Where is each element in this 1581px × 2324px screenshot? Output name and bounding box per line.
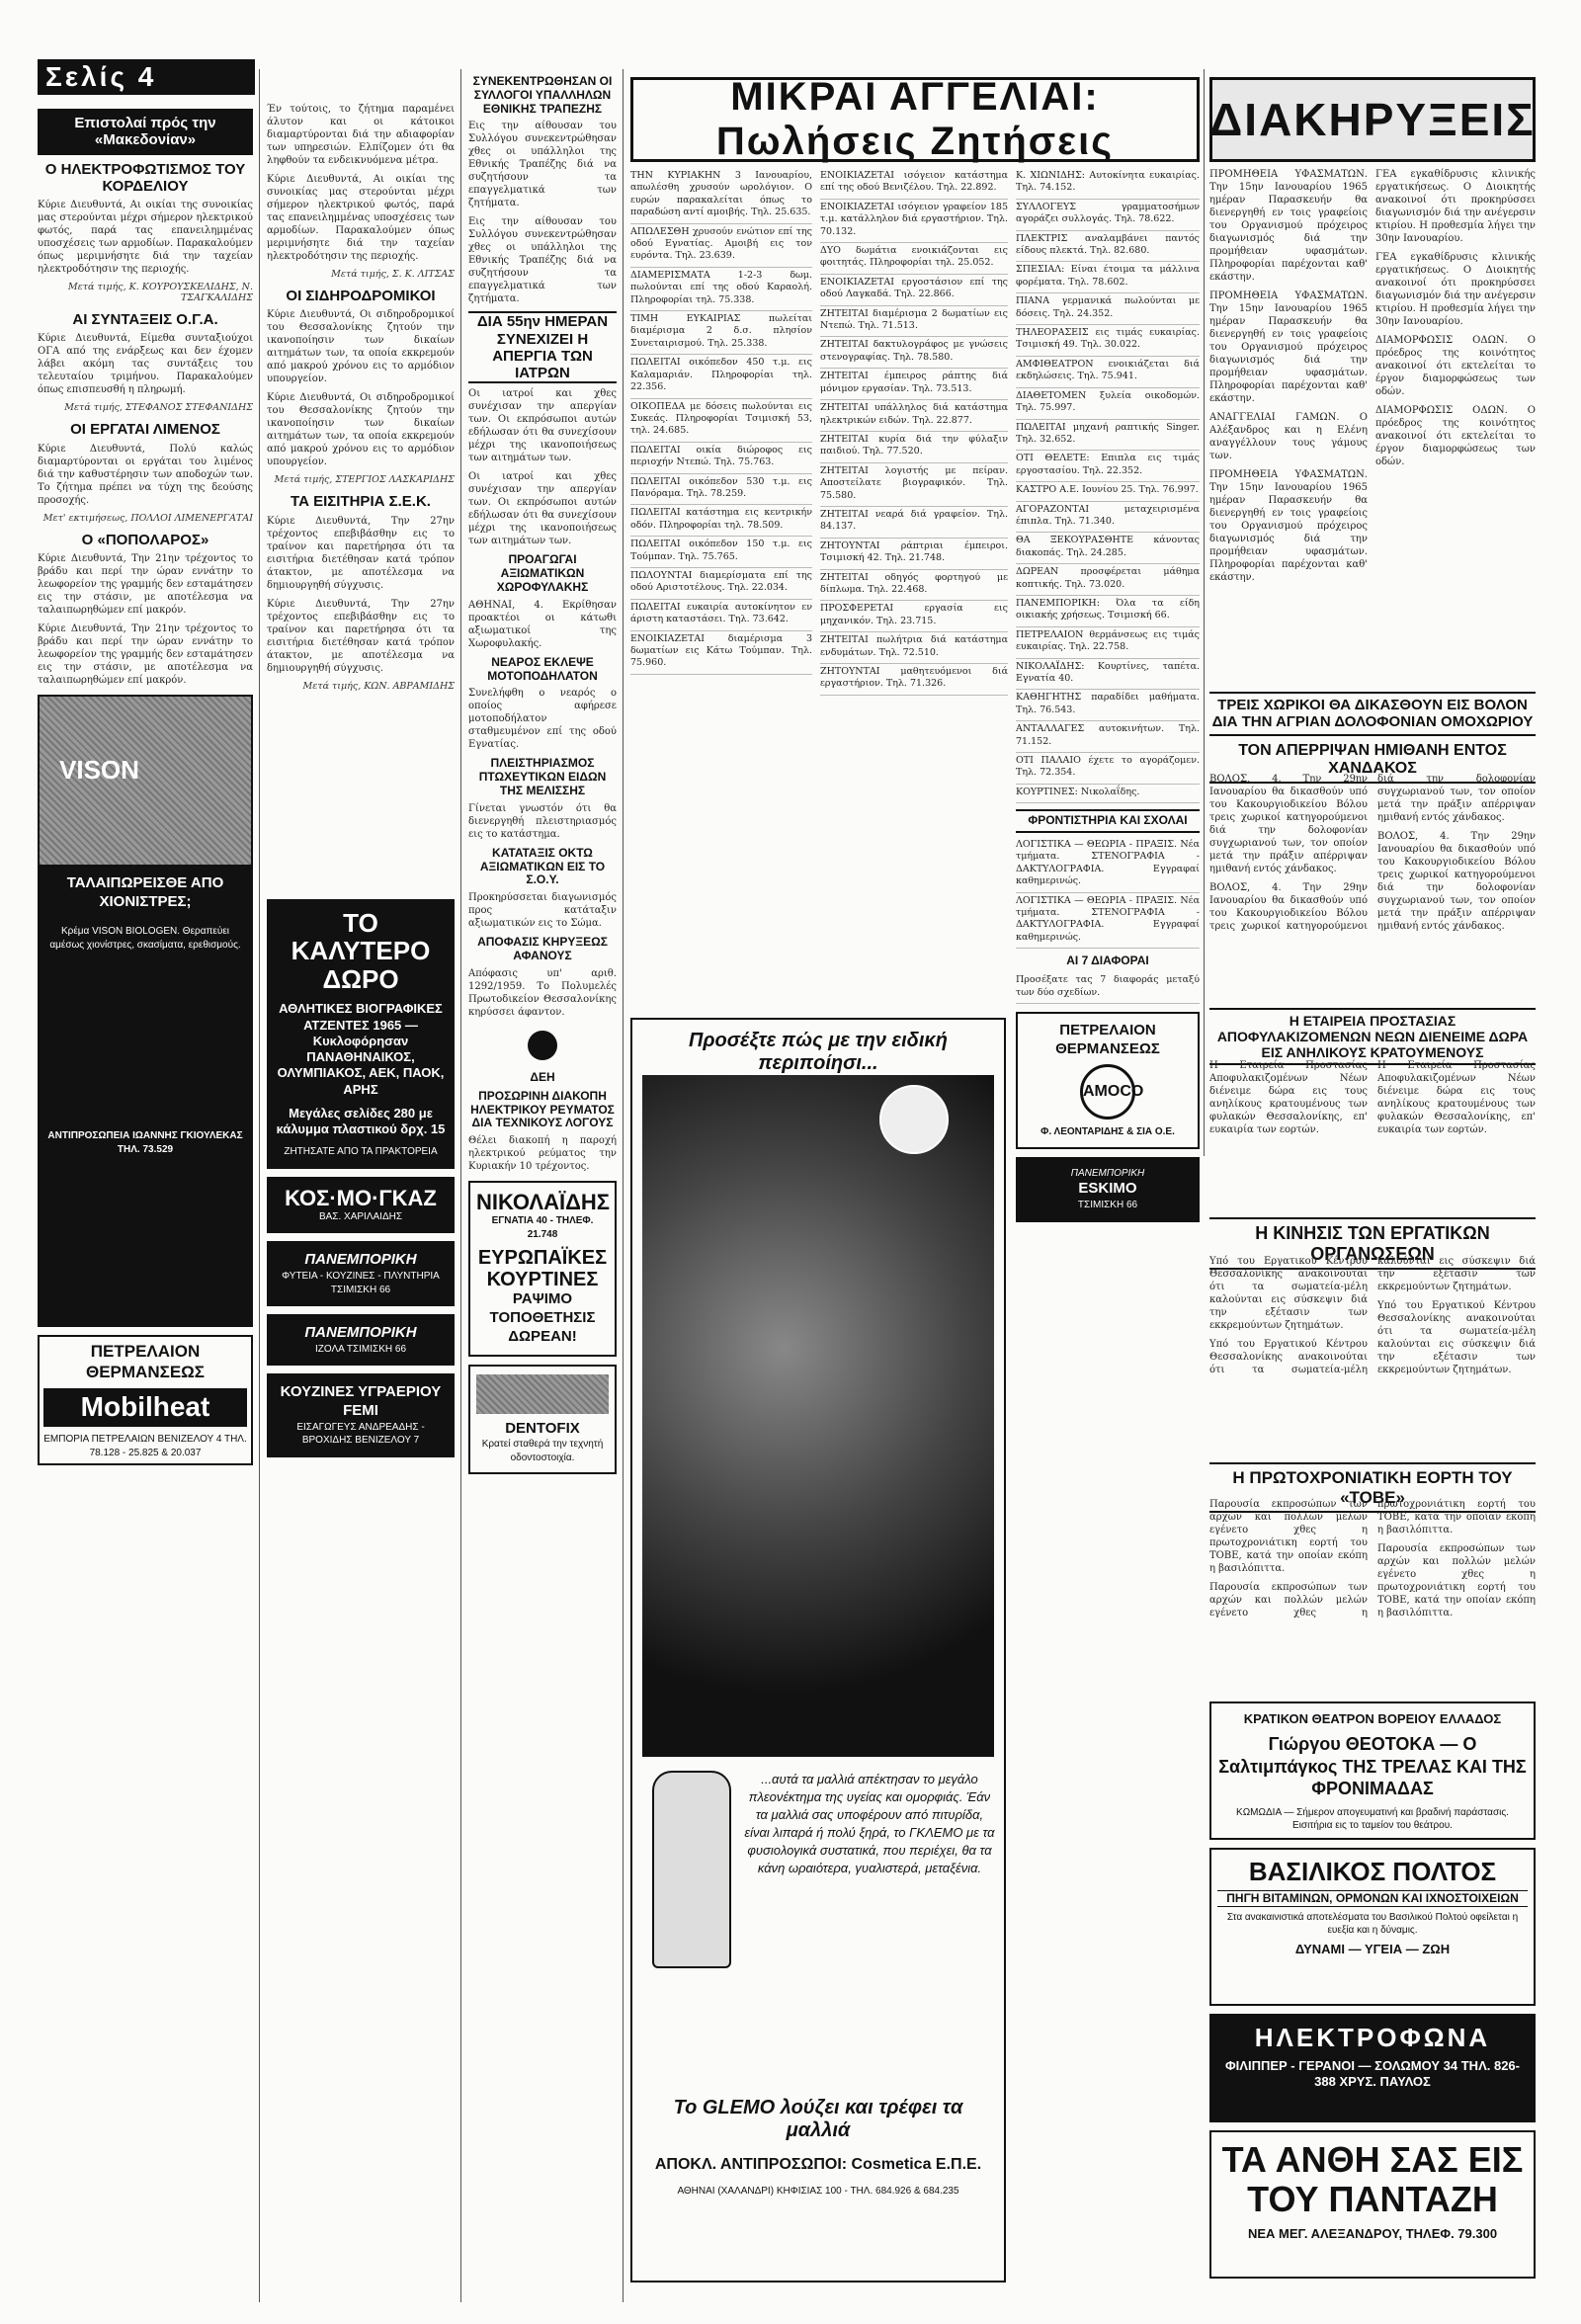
classified-ad: ΚΑΣΤΡΟ Α.Ε. Ιουνίου 25. Τηλ. 76.997.: [1016, 482, 1200, 501]
letters-column-1: [38, 103, 253, 2312]
news-body: ΑΘΗΝΑΙ, 4. Εκρίθησαν προακτέοι οι κάτωθι αξιωματικοί της Χωροφυλακής.: [468, 599, 617, 649]
news-body: Οι ιατροί και χθες συνέχισαν την απεργίαν των. Οι εκπρόσωποι αυτών εδήλωσαν ότι θα συνεχίσουν μέχρι της ικανοποιήσεως των αιτημάτων των.: [468, 388, 617, 464]
panemporiki-title: ΠΑΝΕΜΠΟΡΙΚΗ: [304, 1324, 417, 1342]
story-text-continued: ΒΟΛΟΣ, 4. Την 29ην Ιανουαρίου θα δικασθούν υπό του Κακουργιοδικείου Βόλου τρεις χωρικοί κατηγορούμενοι διά την δολοφονίαν συγχωριανού των, τον οποίον μετά την πράξιν απέρριψαν ημιθανή εντός χάνδακος.: [1377, 831, 1536, 932]
announcement-text-continued: ΠΡΟΜΗΘΕΙΑ ΥΦΑΣΜΑΤΩΝ. Την 15ην Ιανουαρίου 1965 ημέραν Παρασκευήν θα διενεργηθή εν τοις γραφείοις του Οργανισμού πρόχειρος διαγωνισμός διά την προμήθειαν υφασμάτων. Πληροφορίαι παρέχονται καθ' εκάστην.: [1209, 290, 1368, 404]
classified-ad: ΟΤΙ ΠΑΛΑΙΟ έχετε το αγοράζομεν. Τηλ. 72.354.: [1016, 753, 1200, 785]
classified-ad: ΠΛΕΚΤΡΙΣ αναλαμβάνει παντός είδους πλεκτά. Τηλ. 82.680.: [1016, 231, 1200, 263]
column-rule: [1204, 69, 1205, 1156]
news-headline: ΠΡΟΑΓΩΓΑΙ ΑΞΙΩΜΑΤΙΚΩΝ ΧΩΡΟΦΥΛΑΚΗΣ: [496, 552, 589, 594]
vison-brand: VISON: [59, 754, 139, 785]
denture-image: [476, 1374, 609, 1414]
theatre-play-title: Γιώργου ΘΕΟΤΟΚΑ — Ο Σαλτιμπάγκος ΤΗΣ ΤΡΕΛΑΣ ΚΑΙ ΤΗΣ ΦΡΟΝΙΜΑΔΑΣ: [1218, 1734, 1527, 1799]
story-subheadline: ΤΟΝ ΑΠΕΡΡΙΨΑΝ ΗΜΙΘΑΝΗ ΕΝΤΟΣ ΧΑΝΔΑΚΟΣ: [1209, 739, 1536, 784]
classified-ad: ΔΩΡΕΑΝ προσφέρεται μάθημα κοπτικής. Τηλ. 73.020.: [1016, 564, 1200, 596]
record-players-title: ΗΛΕΚΤΡΟΦΩΝΑ: [1254, 2023, 1491, 2052]
mobilheat-brand: Mobilheat: [43, 1388, 247, 1427]
royal-jelly-title: ΒΑΣΙΛΙΚΟΣ ΠΟΛΤΟΣ: [1248, 1857, 1497, 1886]
column-rule: [623, 69, 624, 2302]
mobilheat-top: ΠΕΤΡΕΛΑΙΟΝ ΘΕΡΜΑΝΣΕΩΣ: [86, 1341, 205, 1381]
classified-ad: ΝΙΚΟΛΑΪΔΗΣ: Κουρτίνες, ταπέτα. Εγνατία 40.: [1016, 659, 1200, 691]
article-body-continued: Κύριε Διευθυντά, Την 27ην τρέχοντος επεβιβάσθην εις το τραίνον και παρετήρησα ότι τα εισιτήρια διετέθησαν κατά τρόπον άτακτον, με αποτέλεσμα να δημιουργηθή σύγχυσις.: [267, 598, 455, 674]
glemo-distributor: ΑΠΟΚΛ. ΑΝΤΙΠΡΟΣΩΠΟΙ: Cosmetica Ε.Π.Ε.: [654, 2156, 982, 2173]
news-body: Γίνεται γνωστόν ότι θα διενεργηθή πλειστηριασμός εις το κατάστημα.: [468, 802, 617, 840]
state-theatre-ad: [1209, 1702, 1536, 1840]
column-rule: [259, 69, 260, 2302]
story-headline: Η ΠΡΩΤΟΧΡΟΝΙΑΤΙΚΗ ΕΟΡΤΗ ΤΟΥ «ΤΟΒΕ»: [1209, 1462, 1536, 1513]
story-headline: Η ΕΤΑΙΡΕΙΑ ΠΡΟΣΤΑΣΙΑΣ ΑΠΟΦΥΛΑΚΙΖΟΜΕΝΩΝ ΝΕΩΝ ΔΙΕΝΕΙΜΕ ΔΩΡΑ ΕΙΣ ΑΝΗΛΙΚΟΥΣ ΚΡΑΤΟΥΜΕΝΟΥΣ: [1209, 1008, 1536, 1065]
royal-jelly-slogan: ΔΥΝΑΜΙ — ΥΓΕΙΑ — ΖΩΗ: [1294, 1941, 1451, 1956]
news-headline: ΔΙΑ 55ην ΗΜΕΡΑΝ ΣΥΝΕΧΙΖΕΙ Η ΑΠΕΡΓΙΑ ΤΩΝ ΙΑΤΡΩΝ: [468, 311, 617, 383]
news-column: [468, 69, 617, 2312]
classified-ad: ΖΗΤΕΙΤΑΙ πωλήτρια διά κατάστημα ενδυμάτων. Τηλ. 72.510.: [820, 632, 1008, 664]
panemporiki-text: ΙΖΟΛΑ ΤΣΙΜΙΣΚΗ 66: [314, 1343, 407, 1355]
classified-column-left: [630, 168, 812, 1008]
article-signature: Μετά τιμής, ΣΤΕΡΓΙΟΣ ΛΑΣΚΑΡΙΔΗΣ: [274, 474, 455, 486]
theatre-name: ΚΡΑΤΙΚΟΝ ΘΕΑΤΡΟΝ ΒΟΡΕΙΟΥ ΕΛΛΑΔΟΣ: [1243, 1711, 1502, 1726]
story-text-continued: Η Εταιρεία Προστασίας Αποφυλακιζομένων Νέων διένειμε δώρα εις τους ανηλίκους κρατουμένους των φυλακών Θεσσαλονίκης, επ' ευκαιρία των εορτών.: [1377, 1060, 1536, 1135]
article-title: ΑΙ ΣΥΝΤΑΞΕΙΣ Ο.Γ.Α.: [72, 311, 218, 328]
classified-ad: ΖΗΤΕΙΤΑΙ υπάλληλος διά κατάστημα ηλεκτρικών ειδών. Τηλ. 22.877.: [820, 400, 1008, 432]
classified-ad: ΕΝΟΙΚΙΑΖΕΤΑΙ ισόγειον κατάστημα επί της οδού Βενιζέλου. Τηλ. 22.892.: [820, 168, 1008, 200]
sports-agenda-title: ΤΟ ΚΑΛΥΤΕΡΟ ΔΩΡΟ: [291, 907, 431, 994]
news-body: Εις την αίθουσαν του Συλλόγου συνεκεντρώθησαν χθες οι υπάλληλοι της Εθνικής Τραπέζης διά να συζητήσουν τα επαγγελματικά των ζητήματα.: [468, 121, 617, 209]
classified-ad: ΠΩΛΕΙΤΑΙ οικία διώροφος εις περιοχήν Ντεπώ. Τηλ. 75.763.: [630, 443, 812, 474]
news-headline: ΣΥΝΕΚΕΝΤΡΩΘΗΣΑΝ ΟΙ ΣΥΛΛΟΓΟΙ ΥΠΑΛΛΗΛΩΝ ΕΘΝΙΚΗΣ ΤΡΑΠΕΖΗΣ: [472, 74, 613, 116]
kosmogaz-brand: ΚΟΣ·ΜΟ·ΓΚΑΖ: [285, 1185, 437, 1210]
vison-dealer: ΑΝΤΙΠΡΟΣΩΠΕΙΑ ΙΩΑΝΝΗΣ ΓΚΙΟΥΛΕΚΑΣ ΤΗΛ. 73.529: [47, 1130, 243, 1155]
classified-ad: ΠΩΛΕΙΤΑΙ κατάστημα εις κεντρικήν οδόν. Πληροφορίαι τηλ. 78.509.: [630, 505, 812, 537]
kosmogaz-text: ΒΑΣ. ΧΑΡΙΛΑΙΔΗΣ: [318, 1210, 403, 1222]
glemo-ad: [630, 1018, 1006, 2282]
article-body: Κύριε Διευθυντά, Είμεθα συνταξιούχοι ΟΓΑ από της ενάρξεως και δεν έχομεν λάβει ακόμη τας συντάξεις του τελευταίου τριμήνου. Παρακαλούμεν όπως επισπευσθή η πληρωμή.: [38, 333, 253, 396]
classified-ad: ΠΙΑΝΑ γερμανικά πωλούνται με δόσεις. Τηλ. 24.352.: [1016, 293, 1200, 325]
classified-ad: ΤΗΛΕΟΡΑΣΕΙΣ εις τιμάς ευκαιρίας. Τσιμισκή 49. Τηλ. 30.022.: [1016, 325, 1200, 357]
news-headline: ΚΑΤΑΤΑΞΙΣ ΟΚΤΩ ΑΞΙΩΜΑΤΙΚΩΝ ΕΙΣ ΤΟ Σ.Ο.Υ.: [479, 845, 606, 887]
deh-logo: [468, 1025, 617, 1084]
article-body: Κύριε Διευθυντά, Την 27ην τρέχοντος επεβιβάσθην εις το τραίνον και παρετήρησα ότι τα εισιτήρια διετέθησαν κατά τρόπον άτακτον, με αποτέλεσμα να δημιουργηθή σύγχυσις.: [267, 515, 455, 591]
classified-ad: ΖΗΤΕΙΤΑΙ έμπειρος ράπτης διά μόνιμον εργασίαν. Τηλ. 73.513.: [820, 369, 1008, 400]
sports-agenda-text: ΑΘΛΗΤΙΚΕΣ ΒΙΟΓΡΑΦΙΚΕΣ ΑΤΖΕΝΤΕΣ 1965 — Κυκλοφόρησαν ΠΑΝΑΘΗΝΑΙΚΟΣ, ΟΛΥΜΠΙΑΚΟΣ, ΑΕΚ, ΠΑΟΚ, ΑΡΗΣ: [277, 1001, 445, 1097]
eskimo-address: ΤΣΙΜΙΣΚΗ 66: [1077, 1200, 1138, 1211]
classified-ad: ΚΑΘΗΓΗΤΗΣ παραδίδει μαθήματα. Τηλ. 76.543.: [1016, 690, 1200, 721]
classified-column-right: [1016, 168, 1200, 2312]
news-headline: ΠΛΕΙΣΤΗΡΙΑΣΜΟΣ ΠΤΩΧΕΥΤΙΚΩΝ ΕΙΔΩΝ ΤΗΣ ΜΕΛΙΣΣΗΣ: [478, 756, 607, 797]
royal-jelly-text: Στα ανακαινιστικά αποτελέσματα του Βασιλικού Πολτού οφείλεται η ευεξία και η δύναμις.: [1226, 1911, 1519, 1937]
article-signature: Μετά τιμής, ΚΩΝ. ΑΒΡΑΜΙΔΗΣ: [302, 680, 455, 692]
article-title: ΟΙ ΕΡΓΑΤΑΙ ΛΙΜΕΝΟΣ: [70, 421, 220, 439]
amoco-logo: AMOCO: [1080, 1064, 1135, 1120]
sports-agenda-price: Μεγάλες σελίδες 280 με κάλυμμα πλαστικού δρχ. 15: [276, 1105, 446, 1137]
classified-ad: ΠΩΛΕΙΤΑΙ οικόπεδον 530 τ.μ. εις Πανόραμα. Τηλ. 78.259.: [630, 474, 812, 506]
tutoring-ad: ΛΟΓΙΣΤΙΚΑ — ΘΕΩΡΙΑ - ΠΡΑΞΙΣ. Νέα τμήματα. ΣΤΕΝΟΓΡΑΦΙΑ - ΔΑΚΤΥΛΟΓΡΑΦΙΑ. Εγγραφαί καθημερινώς.: [1016, 893, 1200, 950]
amoco-ad: [1016, 1012, 1200, 1149]
woman-hair-photo: [642, 1075, 994, 1757]
vison-ad: [38, 695, 253, 1327]
classified-ad: ΟΤΙ ΘΕΛΕΤΕ: Επιπλα εις τιμάς εργοστασίου. Τηλ. 22.352.: [1016, 451, 1200, 482]
classified-ad: ΑΜΦΙΘΕΑΤΡΟΝ ενοικιάζεται διά εκδηλώσεις. Τηλ. 75.941.: [1016, 357, 1200, 388]
classified-ad: ΑΠΩΛΕΣΘΗ χρυσούν ενώτιον επί της οδού Εγνατίας. Αμοιβή εις τον ευρόντα. Τηλ. 23.639.: [630, 224, 812, 268]
story-body: [1209, 773, 1536, 1000]
article-body-continued: Κύριε Διευθυντά, Την 21ην τρέχοντος το βράδυ και περί την ώραν εννάτην το λεωφορείον της γραμμής δεν εσταμάτησεν εις την στάσιν, με αποτέλεσμα να ταλαιπωρηθώμεν επί μακρόν.: [38, 622, 253, 686]
article-body-continued: Κύριε Διευθυντά, Αι οικίαι της συνοικίας μας στερούνται μέχρι σήμερον ηλεκτρικού φωτός, παρά τας επανειλημμένας υποσχέσεις των αρμοδίων. Παρακαλούμεν όπως μεριμνήσητε διά την ταχείαν ηλεκτροδότησιν της περιοχής.: [267, 174, 455, 262]
news-headline: ΠΡΟΣΩΡΙΝΗ ΔΙΑΚΟΠΗ ΗΛΕΚΤΡΙΚΟΥ ΡΕΥΜΑΤΟΣ ΔΙΑ ΤΕΧΝΙΚΟΥΣ ΛΟΓΟΥΣ: [470, 1088, 615, 1130]
glemo-slogan: Το GLEMO λούζει και τρέφει τα μαλλιά: [673, 2097, 963, 2141]
classified-ads-banner: ΜΙΚΡΑΙ ΑΓΓΕΛΙΑΙ: Πωλήσεις Ζητήσεις: [630, 77, 1200, 162]
amoco-dealer: Φ. ΛΕΟΝΤΑΡΙΔΗΣ & ΣΙΑ Ο.Ε.: [1040, 1126, 1175, 1138]
article-title: Ο ΗΛΕΚΤΡΟΦΩΤΙΣΜΟΣ ΤΟΥ ΚΟΡΔΕΛΙΟΥ: [44, 160, 246, 195]
tutoring-section-title: ΦΡΟΝΤΙΣΤΗΡΙΑ ΚΑΙ ΣΧΟΛΑΙ: [1016, 809, 1200, 833]
article-title: ΤΑ ΕΙΣΙΤΗΡΙΑ Σ.Ε.Κ.: [291, 493, 431, 511]
classified-ad: ΣΠΕΣΙΑΛ: Είναι έτοιμα τα μάλλινα φορέματα. Τηλ. 78.602.: [1016, 262, 1200, 293]
news-body-continued: Εις την αίθουσαν του Συλλόγου συνεκεντρώθησαν χθες οι υπάλληλοι της Εθνικής Τραπέζης διά να συζητήσουν τα επαγγελματικά των ζητήματα.: [468, 216, 617, 305]
classified-ad: Κ. ΧΙΩΝΙΔΗΣ: Αυτοκίνητα ευκαιρίας. Τηλ. 74.152.: [1016, 168, 1200, 200]
classified-ad: ΠΕΤΡΕΛΑΙΟΝ θερμάνσεως εις τιμάς ευκαιρίας. Τηλ. 22.758.: [1016, 627, 1200, 659]
announcements-column-right: [1375, 168, 1536, 682]
classified-ad: ΠΑΝΕΜΠΟΡΙΚΗ: Όλα τα είδη οικιακής χρήσεως. Τσιμισκή 66.: [1016, 596, 1200, 627]
classified-ad: ΖΗΤΕΙΤΑΙ λογιστής με πείραν. Αποστείλατε βιογραφικόν. Τηλ. 75.580.: [820, 463, 1008, 507]
classified-ad: ΕΝΟΙΚΙΑΖΕΤΑΙ διαμέρισμα 3 δωματίων εις Κάτω Τούμπαν. Τηλ. 75.960.: [630, 631, 812, 675]
record-players-text: ΦΙΛΙΠΠΕΡ - ΓΕΡΑΝΟΙ — ΣΟΛΩΜΟΥ 34 ΤΗΛ. 826-388 ΧΡΥΣ. ΠΑΥΛΟΣ: [1225, 2057, 1520, 2089]
glemo-address: ΑΘΗΝΑΙ (ΧΑΛΑΝΔΡΙ) ΚΗΦΙΣΙΑΣ 100 - ΤΗΛ. 684.926 & 684.235: [677, 2186, 959, 2197]
classified-ad: ΖΗΤΕΙΤΑΙ νεαρά διά γραφείον. Τηλ. 84.137.: [820, 507, 1008, 539]
eskimo-ad: [1016, 1157, 1200, 1222]
classified-ad: ΖΗΤΕΙΤΑΙ οδηγός φορτηγού με δίπλωμα. Τηλ. 22.468.: [820, 570, 1008, 602]
story-text-continued: Υπό του Εργατικού Κέντρου Θεσσαλονίκης ανακοινούται ότι τα σωματεία-μέλη καλούνται εις σύσκεψιν διά την εξέτασιν των εκκρεμούντων ζητημάτων.: [1377, 1300, 1536, 1375]
classified-ad: ΚΟΥΡΤΙΝΕΣ: Νικολαΐδης.: [1016, 785, 1200, 803]
classified-ad: ΔΙΑΜΕΡΙΣΜΑΤΑ 1-2-3 δωμ. πωλούνται επί της οδού Καραολή. Πληροφορίαι τηλ. 75.338.: [630, 268, 812, 311]
panemporiki-title: ΠΑΝΕΜΠΟΡΙΚΗ: [304, 1251, 417, 1269]
article-signature: Μετά τιμής, Σ. Κ. ΛΙΤΣΑΣ: [331, 269, 455, 280]
story-headline: Η ΚΙΝΗΣΙΣ ΤΩΝ ΕΡΓΑΤΙΚΩΝ ΟΡΓΑΝΩΣΕΩΝ: [1209, 1217, 1536, 1270]
story-body: [1209, 1059, 1536, 1207]
pantazis-flowers-ad: [1209, 2130, 1536, 2279]
article-body: Κύριε Διευθυντά, Αι οικίαι της συνοικίας μας στερούνται μέχρι σήμερον ηλεκτρικού φωτός, παρά τας επανειλημμένας υποσχέσεις των αρμοδίων. Παρακαλούμεν όπως μεριμνήσητε διά την ταχείαν ηλεκτροδότησιν της περιοχής.: [38, 200, 253, 275]
flowers-address: ΝΕΑ ΜΕΓ. ΑΛΕΞΑΝΔΡΟΥ, ΤΗΛΕΦ. 79.300: [1247, 2226, 1498, 2242]
story-text: ΒΟΛΟΣ, 4. Την 29ην Ιανουαρίου θα δικασθούν υπό του Κακουργιοδικείου Βόλου τρεις χωρικοί κατηγορούμενοι διά την δολοφονίαν συγχωριανού των, τον οποίον μετά την πράξιν απέρριψαν ημιθανή εντός χάνδακος.: [1209, 774, 1368, 874]
news-body: Απόφασις υπ' αριθ. 1292/1959. Το Πολυμελές Πρωτοδικείον Θεσσαλονίκης κηρύσσει άφαντον.: [468, 967, 617, 1018]
classified-ad: ΖΗΤΕΙΤΑΙ δακτυλογράφος με γνώσεις στενογραφίας. Τηλ. 78.580.: [820, 337, 1008, 369]
story-text: Υπό του Εργατικού Κέντρου Θεσσαλονίκης ανακοινούται ότι τα σωματεία-μέλη καλούνται εις σύσκεψιν διά την εξέτασιν των εκκρεμούντων ζητημάτων.: [1209, 1256, 1368, 1331]
story-text-continued: Υπό του Εργατικού Κέντρου Θεσσαλονίκης ανακοινούται ότι τα σωματεία-μέλη καλούνται εις σύσκεψιν διά την εξέτασιν των εκκρεμούντων ζητημάτων.: [1209, 1256, 1536, 1375]
deh-logo-text: ΔΕΗ: [530, 1069, 555, 1084]
theatre-text: ΚΩΜΩΔΙΑ — Σήμερον απογευματινή και βραδινή παράστασις. Εισιτήρια εις το ταμείον του θεάτρου.: [1236, 1806, 1509, 1832]
classified-ad: ΑΓΟΡΑΖΟΝΤΑΙ μεταχειρισμένα έπιπλα. Τηλ. 71.340.: [1016, 502, 1200, 534]
story-text: Η Εταιρεία Προστασίας Αποφυλακιζομένων Νέων διένειμε δώρα εις τους ανηλίκους κρατουμένους των φυλακών Θεσσαλονίκης, επ' ευκαιρία των εορτών.: [1209, 1060, 1368, 1135]
classified-ad: ΟΙΚΟΠΕΔΑ με δόσεις πωλούνται εις Συκεάς. Πληροφορίαι Τσιμισκή 53, τηλ. 24.685.: [630, 399, 812, 443]
story-text-continued: Παρουσία εκπροσώπων των αρχών και πολλών μελών εγένετο χθες η πρωτοχρονιάτικη εορτή του ΤΟΒΕ, κατά την οποίαν εκόπη η βασιλόπιττα.: [1377, 1543, 1536, 1618]
nikolaidis-address: ΕΓΝΑΤΙΑ 40 - ΤΗΛΕΦ. 21.748: [491, 1215, 594, 1240]
kosmogaz-ad: [267, 1177, 455, 1234]
classified-column-middle: [820, 168, 1008, 1008]
royal-jelly-subtitle: ΠΗΓΗ ΒΙΤΑΜΙΝΩΝ, ΟΡΜΟΝΩΝ ΚΑΙ ΙΧΝΟΣΤΟΙΧΕΙΩΝ: [1217, 1890, 1528, 1907]
panemporiki-ad-2: [267, 1314, 455, 1366]
story-text-continued: Παρουσία εκπροσώπων των αρχών και πολλών μελών εγένετο χθες η πρωτοχρονιάτικη εορτή του ΤΟΒΕ, κατά την οποίαν εκόπη η βασιλόπιττα.: [1209, 1499, 1536, 1618]
classified-ad: ΤΗΝ ΚΥΡΙΑΚΗΝ 3 Ιανουαρίου, απωλέσθη χρυσούν ωρολόγιον. Ο ευρών παρακαλείται όπως το παραδώση αντί αμοιβής. Τηλ. 25.635.: [630, 168, 812, 224]
dentofix-brand: DENTOFIX: [505, 1419, 580, 1437]
femi-title: ΚΟΥΖΙΝΕΣ ΥΓΡΑΕΡΙΟΥ FEMI: [280, 1383, 442, 1420]
article-body: Έν τούτοις, το ζήτημα παραμένει άλυτον και οι κάτοικοι διαμαρτύρονται διά την αδιαφορίαν των υπηρεσιών. Ελπίζομεν ότι θα ληφθούν τα ενδεικνυόμενα μέτρα.: [267, 104, 455, 166]
classified-ad: ΕΝΟΙΚΙΑΖΕΤΑΙ ισόγειον γραφείον 185 τ.μ. κατάλληλον διά εργαστήριον. Τηλ. 70.132.: [820, 200, 1008, 243]
classified-ad: ΖΗΤΕΙΤΑΙ κυρία διά την φύλαξιν παιδιού. Τηλ. 77.520.: [820, 432, 1008, 463]
glemo-headline: Προσέξτε πώς με την ειδική περιποίησι...: [689, 1030, 948, 1074]
classified-ad: ΖΗΤΟΥΝΤΑΙ μαθητευόμενοι διά εργαστήριον. Τηλ. 71.326.: [820, 664, 1008, 696]
story-body: [1209, 1498, 1536, 1696]
record-players-ad: [1209, 2014, 1536, 2122]
classified-ad: ΠΡΟΣΦΕΡΕΤΑΙ εργασία εις μηχανικόν. Τηλ. 23.715.: [820, 601, 1008, 632]
news-body-continued: Οι ιατροί και χθες συνέχισαν την απεργίαν των. Οι εκπρόσωποι αυτών εδήλωσαν ότι θα συνεχίσουν μέχρι της ικανοποιήσεως των αιτημάτων των.: [468, 471, 617, 547]
page-number-tag: Σελίς 4: [38, 59, 255, 95]
announcements-column-left: [1209, 168, 1368, 682]
news-body: Θέλει διακοπή η παροχή ηλεκτρικού ρεύματος την Κυριακήν 10 τρέχοντος.: [468, 1135, 617, 1173]
classified-ad: ΤΙΜΗ ΕΥΚΑΙΡΙΑΣ πωλείται διαμέρισμα 2 δ.σ. πλησίον Συνεταιρισμού. Τηλ. 25.338.: [630, 311, 812, 355]
announcement-text-continued: ΠΡΟΜΗΘΕΙΑ ΥΦΑΣΜΑΤΩΝ. Την 15ην Ιανουαρίου 1965 ημέραν Παρασκευήν θα διενεργηθή εν τοις γραφείοις του Οργανισμού πρόχειρος διαγωνισμός διά την προμήθειαν υφασμάτων. Πληροφορίαι παρέχονται καθ' εκάστην.: [1209, 469, 1368, 583]
amoco-top: ΠΕΤΡΕΛΑΙΟΝ ΘΕΡΜΑΝΣΕΩΣ: [1055, 1021, 1160, 1057]
puzzle-text: Προσέξατε τας 7 διαφοράς μεταξύ των δύο σχεδίων.: [1016, 972, 1200, 1004]
classified-ad: ΔΥΟ δωμάτια ενοικιάζονται εις φοιτητάς. Πληροφορίαι τηλ. 25.052.: [820, 243, 1008, 275]
announcement-text: ΓΕΑ εγκαθίδρυσις κλινικής εργατικήσεως. Ο Διοικητής ανακοινοί ότι προκηρύσσει διαγωνισμόν διά την ανέγερσιν κτιρίου. Η προθεσμία λήγει την 30ην Ιανουαρίου.: [1375, 169, 1536, 244]
panemporiki-ad-1: [267, 1241, 455, 1306]
announcement-text: ΑΝΑΓΓΕΛΙΑΙ ΓΑΜΩΝ. Ο Αλέξανδρος και η Ελένη αναγγέλλουν τους γάμους των.: [1209, 412, 1368, 461]
seal-logo: [879, 1085, 949, 1154]
sports-agenda-ad: [267, 899, 455, 1169]
article-title: Ο «ΠΟΠΟΛΑΡΟΣ»: [81, 531, 209, 548]
classified-ad: ΔΙΑΘΕΤΟΜΕΝ ξυλεία οικοδομών. Τηλ. 75.997.: [1016, 388, 1200, 420]
classified-ad: ΣΥΛΛΟΓΕΥΣ γραμματοσήμων αγοράζει συλλογάς. Τηλ. 78.622.: [1016, 200, 1200, 231]
deh-logo-icon: [528, 1031, 557, 1060]
classified-ad: ΠΩΛΕΙΤΑΙ ευκαιρία αυτοκίνητον εν άριστη καταστάσει. Τηλ. 73.642.: [630, 600, 812, 631]
panemporiki-text: ΦΥΤΕΙΑ - ΚΟΥΖΙΝΕΣ - ΠΛΥΝΤΗΡΙΑ ΤΣΙΜΙΣΚΗ 66: [282, 1271, 440, 1295]
nikolaidis-name: ΝΙΚΟΛΑΪΔΗΣ: [476, 1190, 610, 1215]
announcement-text: ΠΡΟΜΗΘΕΙΑ ΥΦΑΣΜΑΤΩΝ. Την 15ην Ιανουαρίου 1965 ημέραν Παρασκευήν θα διενεργηθή εν τοις γραφείοις του Οργανισμού πρόχειρος διαγωνισμός διά την προμήθειαν υφασμάτων. Πληροφορίαι παρέχονται καθ' εκάστην.: [1209, 169, 1368, 283]
story-text-continued: ΒΟΛΟΣ, 4. Την 29ην Ιανουαρίου θα δικασθούν υπό του Κακουργιοδικείου Βόλου τρεις χωρικοί κατηγορούμενοι διά την δολοφονίαν συγχωριανού των, τον οποίον μετά την πράξιν απέρριψαν ημιθανή εντός χάνδακος.: [1209, 774, 1536, 932]
article-body: Κύριε Διευθυντά, Την 21ην τρέχοντος το βράδυ και περί την ώραν εννάτην το λεωφορείον της γραμμής δεν εσταμάτησεν εις την στάσιν, με αποτέλεσμα να ταλαιπωρηθώμεν επί μακρόν.: [38, 552, 253, 616]
mobilheat-address: ΕΜΠΟΡΙΑ ΠΕΤΡΕΛΑΙΩΝ ΒΕΝΙΖΕΛΟΥ 4 ΤΗΛ. 78.128 - 25.825 & 20.037: [43, 1434, 247, 1458]
vison-headline: ΤΑΛΑΙΠΩΡΕΙΣΘΕ ΑΠΟ ΧΙΟΝΙΣΤΡΕΣ;: [66, 873, 224, 910]
classified-ad: ΠΩΛΕΙΤΑΙ μηχανή ραπτικής Singer. Τηλ. 32.652.: [1016, 420, 1200, 452]
dentofix-ad: [468, 1365, 617, 1475]
classified-ad: ΖΗΤΕΙΤΑΙ διαμέρισμα 2 δωματίων εις Ντεπώ. Τηλ. 71.513.: [820, 306, 1008, 338]
eskimo-brand: ESKIMO: [1078, 1180, 1137, 1198]
announcements-banner: ΔΙΑΚΗΡΥΞΕΙΣ: [1209, 77, 1536, 162]
nikolaidis-ad: [468, 1181, 617, 1356]
nikolaidis-product: ΕΥΡΩΠΑΪΚΕΣ ΚΟΥΡΤΙΝΕΣ: [477, 1247, 608, 1291]
article-signature: Μετά τιμής, Κ. ΚΟΥΡΟΥΣΚΕΛΙΔΗΣ, Ν. ΤΣΑΓΚΑΛΙΔΗΣ: [67, 282, 253, 303]
news-body: Προκηρύσσεται διαγωνισμός προς κατάταξιν αξιωματικών εις το Σώμα.: [468, 892, 617, 930]
mobilheat-ad: [38, 1335, 253, 1465]
classified-ad: ΠΩΛΟΥΝΤΑΙ διαμερίσματα επί της οδού Αριστοτέλους. Τηλ. 22.034.: [630, 568, 812, 600]
vison-text: Κρέμα VISON BIOLOGEN. Θεραπεύει αμέσως χιονίστρες, σκασίματα, ερεθισμούς.: [49, 926, 241, 951]
nikolaidis-text: ΡΑΨΙΜΟ ΤΟΠΟΘΕΤΗΣΙΣ ΔΩΡΕΑΝ!: [489, 1290, 596, 1345]
eskimo-top: ΠΑΝΕΜΠΟΡΙΚΗ: [1070, 1167, 1145, 1179]
classified-ad: ΘΑ ΞΕΚΟΥΡΑΣΘΗΤΕ κάνοντας διακοπάς. Τηλ. 24.285.: [1016, 533, 1200, 564]
news-headline: ΝΕΑΡΟΣ ΕΚΛΕΨΕ ΜΟΤΟΠΟΔΗΛΑΤΟΝ: [487, 654, 598, 683]
classified-ad: ΠΩΛΕΙΤΑΙ οικόπεδον 150 τ.μ. εις Τούμπαν. Τηλ. 75.765.: [630, 537, 812, 568]
classified-ad: ΖΗΤΟΥΝΤΑΙ ράπτριαι έμπειροι. Τσιμισκή 42. Τηλ. 21.748.: [820, 539, 1008, 570]
femi-ad: [267, 1373, 455, 1457]
story-body: [1209, 1255, 1536, 1452]
story-headline: ΤΡΕΙΣ ΧΩΡΙΚΟΙ ΘΑ ΔΙΚΑΣΘΟΥΝ ΕΙΣ ΒΟΛΟΝ ΔΙΑ ΤΗΝ ΑΓΡΙΑΝ ΔΟΛΟΦΟΝΙΑΝ ΟΜΟΧΩΡΙΟΥ: [1209, 692, 1536, 736]
article-body-continued: Κύριε Διευθυντά, Οι σιδηροδρομικοί του Θεσσαλονίκης ζητούν την ικανοποίησιν των δικαίων αιτημάτων των, τα οποία εκκρεμούν από μακρού χρόνου εις το αρμόδιον υπουργείον.: [267, 392, 455, 468]
classified-ad: ΑΝΤΑΛΛΑΓΕΣ αυτοκινήτων. Τηλ. 71.152.: [1016, 721, 1200, 753]
news-body: Συνελήφθη ο νεαρός ο οποίος αφήρεσε μοτοποδήλατον σταθμευμένον επί της οδού Εγνατίας.: [468, 688, 617, 751]
flowers-title: ΤΑ ΑΝΘΗ ΣΑΣ ΕΙΣ ΤΟΥ ΠΑΝΤΑΖΗ: [1221, 2139, 1524, 2219]
article-signature: Μετ' εκτιμήσεως, ΠΟΛΛΟΙ ΛΙΜΕΝΕΡΓΑΤΑΙ: [42, 512, 253, 524]
letters-column-2: [267, 103, 455, 2312]
news-headline: ΑΠΟΦΑΣΙΣ ΚΗΡΥΞΕΩΣ ΑΦΑΝΟΥΣ: [477, 935, 608, 962]
story-text: Παρουσία εκπροσώπων των αρχών και πολλών μελών εγένετο χθες η πρωτοχρονιάτικη εορτή του ΤΟΒΕ, κατά την οποίαν εκόπη η βασιλόπιττα.: [1209, 1499, 1368, 1574]
article-signature: Μετά τιμής, ΣΤΕΦΑΝΟΣ ΣΤΕΦΑΝΙΔΗΣ: [64, 402, 253, 414]
classified-ad: ΠΩΛΕΙΤΑΙ οικόπεδον 450 τ.μ. εις Καλαμαριάν. Πληροφορίαι τηλ. 22.356.: [630, 355, 812, 398]
article-body: Κύριε Διευθυντά, Πολύ καλώς διαμαρτύρονται οι εργάται του λιμένος διά την καθυστέρησιν των αποδοχών των. Το ζήτημα πρέπει να τύχη της δεούσης προσοχής.: [38, 443, 253, 506]
tutoring-ad: ΛΟΓΙΣΤΙΚΑ — ΘΕΩΡΙΑ - ΠΡΑΞΙΣ. Νέα τμήματα. ΣΤΕΝΟΓΡΑΦΙΑ - ΔΑΚΤΥΛΟΓΡΑΦΙΑ. Εγγραφαί καθημερινώς.: [1016, 837, 1200, 893]
article-body: Κύριε Διευθυντά, Οι σιδηροδρομικοί του Θεσσαλονίκης ζητούν την ικανοποίησιν των δικαίων αιτημάτων των, τα οποία εκκρεμούν από μακρού χρόνου εις το αρμόδιον υπουργείον.: [267, 309, 455, 385]
announcement-text-continued: ΓΕΑ εγκαθίδρυσις κλινικής εργατικήσεως. Ο Διοικητής ανακοινοί ότι προκηρύσσει διαγωνισμόν διά την ανέγερσιν κτιρίου. Η προθεσμία λήγει την 30ην Ιανουαρίου.: [1375, 252, 1536, 327]
announcement-text-continued: ΔΙΑΜΟΡΦΩΣΙΣ ΟΔΩΝ. Ο πρόεδρος της κοινότητος ανακοινοί ότι εκτελείται το έργον διαμορφώσεως των οδών.: [1375, 405, 1536, 467]
letters-section-title: Επιστολαί πρός την «Μακεδονίαν»: [38, 109, 253, 155]
royal-jelly-ad: [1209, 1848, 1536, 2006]
femi-text: ΕΙΣΑΓΩΓΕΥΣ ΑΝΔΡΕΑΔΗΣ - ΒΡΟΧΙΔΗΣ ΒΕΝΙΖΕΛΟΥ 7: [296, 1421, 425, 1447]
glemo-bottle-image: [652, 1771, 731, 1968]
article-title: ΟΙ ΣΙΔΗΡΟΔΡΟΜΙΚΟΙ: [286, 288, 436, 304]
glemo-text: ...αυτά τα μαλλιά απέκτησαν το μεγάλο πλεονέκτημα της υγείας και ομορφιάς. Έάν τα μαλλιά σας υποφέρουν από πιτυρίδα, είναι λιπαρά ή πολύ ξηρά, το ΓΚΛΕΜΟ με τα φυσιολογικά συστατικά, που περιέχει, θα τα κάνη ωραιότερα, γυαλιστερά, μεταξένια.: [744, 1772, 995, 1875]
classified-ad: ΕΝΟΙΚΙΑΖΕΤΑΙ εργοστάσιον επί της οδού Λαγκαδά. Τηλ. 22.866.: [820, 275, 1008, 306]
puzzle-title: ΑΙ 7 ΔΙΑΦΟΡΑΙ: [1066, 954, 1149, 968]
column-rule: [460, 69, 461, 2302]
dentofix-text: Κρατεί σταθερά την τεχνητή οδοντοστοιχία.: [481, 1439, 604, 1463]
announcement-text: ΔΙΑΜΟΡΦΩΣΙΣ ΟΔΩΝ. Ο πρόεδρος της κοινότητος ανακοινοί ότι εκτελείται το έργον διαμορφώσεως των οδών.: [1375, 335, 1536, 397]
sports-agenda-contact: ΖΗΤΗΣΑΤΕ ΑΠΟ ΤΑ ΠΡΑΚΤΟΡΕΙΑ: [284, 1146, 438, 1158]
